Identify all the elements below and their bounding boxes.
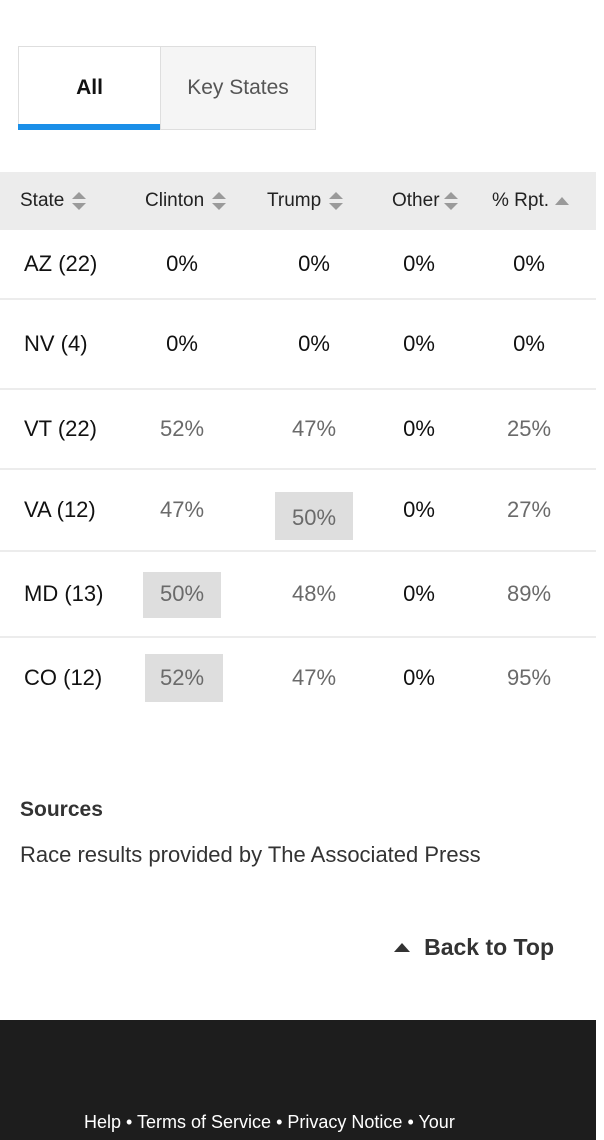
state-cell: MD (13) <box>24 581 104 606</box>
column-header-state[interactable] <box>20 172 86 230</box>
tab-bar <box>18 46 316 130</box>
footer-link-help[interactable]: Help <box>84 1112 122 1132</box>
back-to-top-label: Back to Top <box>424 934 554 960</box>
other-cell: 0% <box>403 581 435 606</box>
other-cell: 0% <box>403 497 435 522</box>
sort-icon <box>72 192 86 210</box>
table-row <box>0 300 596 390</box>
column-header-label: Other <box>392 190 440 211</box>
column-header-label: Trump <box>267 190 322 211</box>
pct-reporting-cell: 0% <box>513 331 545 356</box>
other-cell: 0% <box>403 665 435 690</box>
other-cell: 0% <box>403 251 435 276</box>
sources-heading: Sources <box>20 798 103 821</box>
tab-all[interactable]: All <box>18 46 160 130</box>
state-cell: CO (12) <box>24 665 103 690</box>
column-header-other[interactable] <box>392 172 458 230</box>
footer-separator: • <box>276 1112 288 1132</box>
trump-cell: 47% <box>291 416 337 441</box>
clinton-cell-leader: 50% <box>159 581 205 606</box>
state-cell: VA (12) <box>24 497 96 522</box>
sources-text: Race results provided by The Associated Press <box>20 842 481 867</box>
column-header-trump[interactable] <box>267 172 343 230</box>
table-row <box>0 470 596 552</box>
footer-link-terms[interactable]: Terms of Service <box>137 1112 272 1132</box>
tab-key-states[interactable]: Key States <box>160 46 316 130</box>
clinton-cell: 0% <box>166 251 198 276</box>
trump-cell: 48% <box>291 581 337 606</box>
column-header-pct-reporting[interactable] <box>492 172 569 230</box>
clinton-cell: 52% <box>159 416 205 441</box>
other-cell: 0% <box>403 331 435 356</box>
pct-reporting-cell: 0% <box>513 251 545 276</box>
trump-cell: 0% <box>298 331 330 356</box>
trump-cell-leader: 50% <box>291 505 337 530</box>
results-table-header <box>0 172 596 230</box>
column-header-label: Clinton <box>145 190 205 211</box>
sort-icon <box>212 192 226 210</box>
clinton-cell: 47% <box>159 497 205 522</box>
column-header-clinton[interactable] <box>145 172 226 230</box>
clinton-cell: 0% <box>166 331 198 356</box>
state-cell: VT (22) <box>24 416 97 441</box>
sort-ascending-icon <box>555 197 569 205</box>
arrow-up-icon <box>394 943 410 952</box>
footer-separator: • <box>126 1112 138 1132</box>
pct-reporting-cell: 89% <box>506 581 552 606</box>
footer-separator: • <box>407 1112 419 1132</box>
footer-links <box>84 1112 455 1133</box>
trump-cell: 0% <box>298 251 330 276</box>
table-row <box>0 230 596 300</box>
footer-link-privacy[interactable]: Privacy Notice <box>287 1112 403 1132</box>
back-to-top-link[interactable] <box>394 934 554 961</box>
sort-icon <box>329 192 343 210</box>
sort-icon <box>444 192 458 210</box>
column-header-label: % Rpt. <box>492 190 550 211</box>
table-row <box>0 638 596 718</box>
clinton-cell-leader: 52% <box>159 665 205 690</box>
table-row <box>0 552 596 638</box>
footer-link-your[interactable]: Your <box>418 1112 455 1132</box>
pct-reporting-cell: 95% <box>506 665 552 690</box>
column-header-label: State <box>20 190 65 211</box>
pct-reporting-cell: 27% <box>506 497 552 522</box>
state-cell: NV (4) <box>24 331 88 356</box>
trump-cell: 47% <box>291 665 337 690</box>
pct-reporting-cell: 25% <box>506 416 552 441</box>
other-cell: 0% <box>403 416 435 441</box>
state-cell: AZ (22) <box>24 251 98 276</box>
table-row <box>0 390 596 470</box>
